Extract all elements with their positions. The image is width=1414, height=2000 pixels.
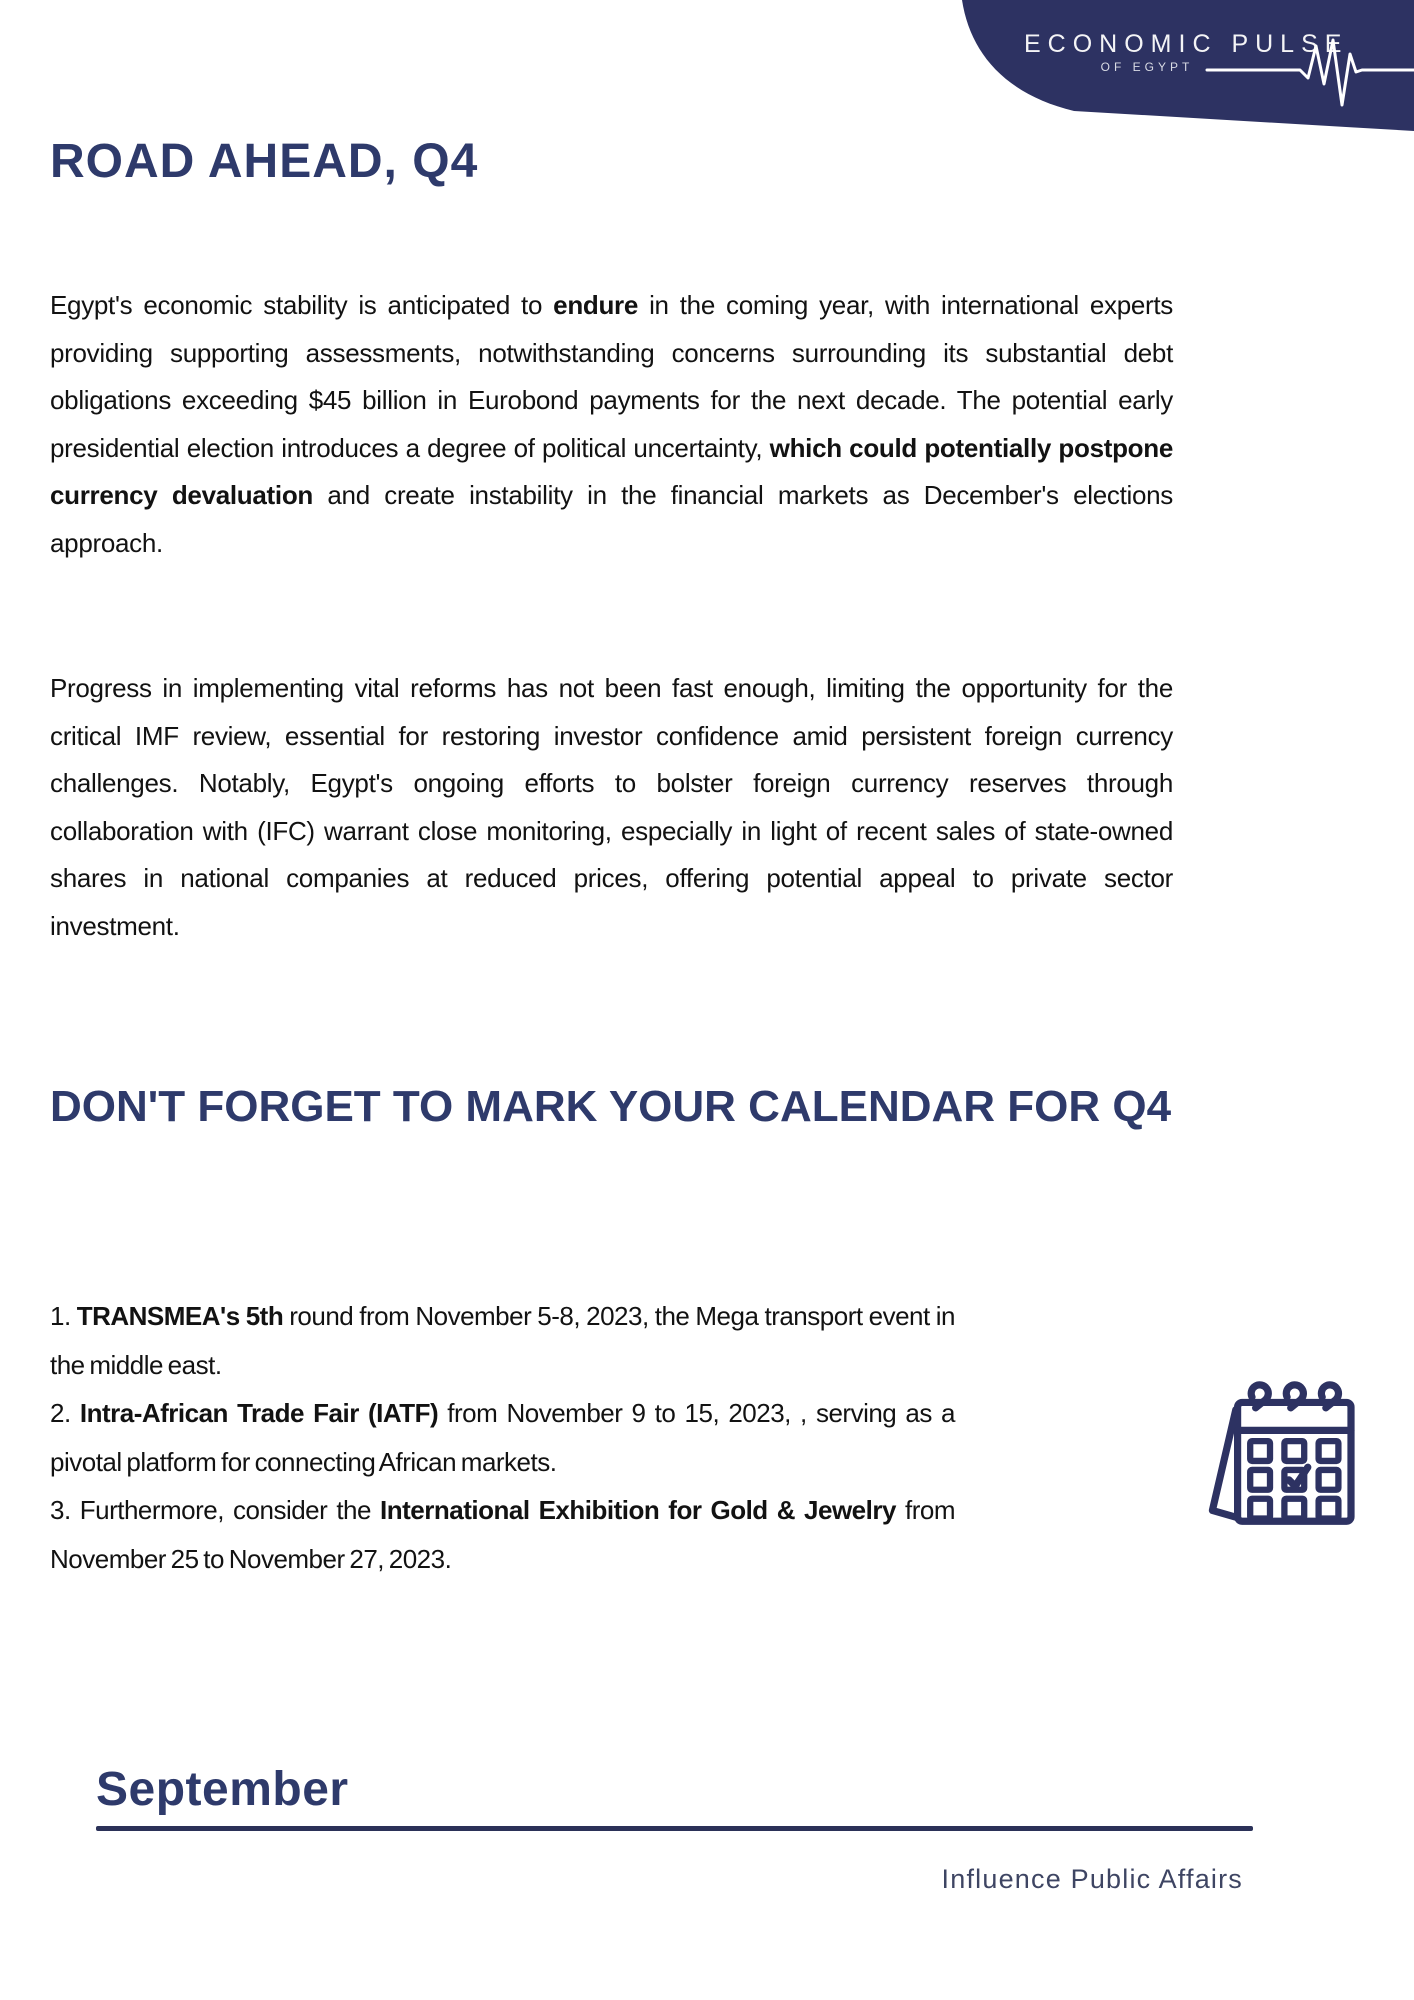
page-title: ROAD AHEAD, Q4	[50, 135, 479, 188]
event-list	[50, 1292, 955, 1583]
heartbeat-pulse-icon	[1202, 0, 1414, 120]
calendar-section-title: DON'T FORGET TO MARK YOUR CALENDAR FOR Q4	[50, 1082, 1172, 1131]
month-divider-rule	[96, 1826, 1253, 1831]
footer-brand: Influence Public Affairs	[941, 1864, 1243, 1894]
logo-subtitle: OF EGYPT	[1100, 60, 1194, 74]
paragraph-outlook: Egypt's economic stability is anticipated to endure in the coming year, with international experts providing supporting assessments, notwithstanding concerns surrounding its substantial debt obligations exceeding $45 billion in Eurobond payments for the next decade. The potential early presidential election introduces a degree of political uncertainty, which could potentially postpone currency devaluation and create instability in the financial markets as December's elections approach.	[50, 290, 1174, 558]
header-logo-blob	[962, 0, 1414, 136]
event-item-iatf: 2. Intra-African Trade Fair (IATF) from November 9 to 15, 2023, , serving as a pivotal platform for connecting African markets.	[50, 1398, 956, 1477]
month-heading: September	[96, 1763, 349, 1816]
calendar-check-icon	[1198, 1376, 1360, 1536]
paragraph-reforms: Progress in implementing vital reforms has not been fast enough, limiting the opportunity for the critical IMF review, essential for restoring investor confidence amid persistent foreign currency challenges. Notably, Egypt's ongoing efforts to bolster foreign currency reserves through collaboration with (IFC) warrant close monitoring, especially in light of recent sales of state-owned shares in national companies at reduced prices, offering potential appeal to private sector investment.	[50, 673, 1173, 941]
event-item-gold-jewelry: 3. Furthermore, consider the International Exhibition for Gold & Jewelry from November 25 to November 27, 2023.	[50, 1495, 955, 1574]
event-item-transmea: 1. TRANSMEA's 5th round from November 5-8, 2023, the Mega transport event in the middle east.	[50, 1301, 955, 1380]
logo-title: ECONOMIC PULSE	[1024, 30, 1349, 58]
